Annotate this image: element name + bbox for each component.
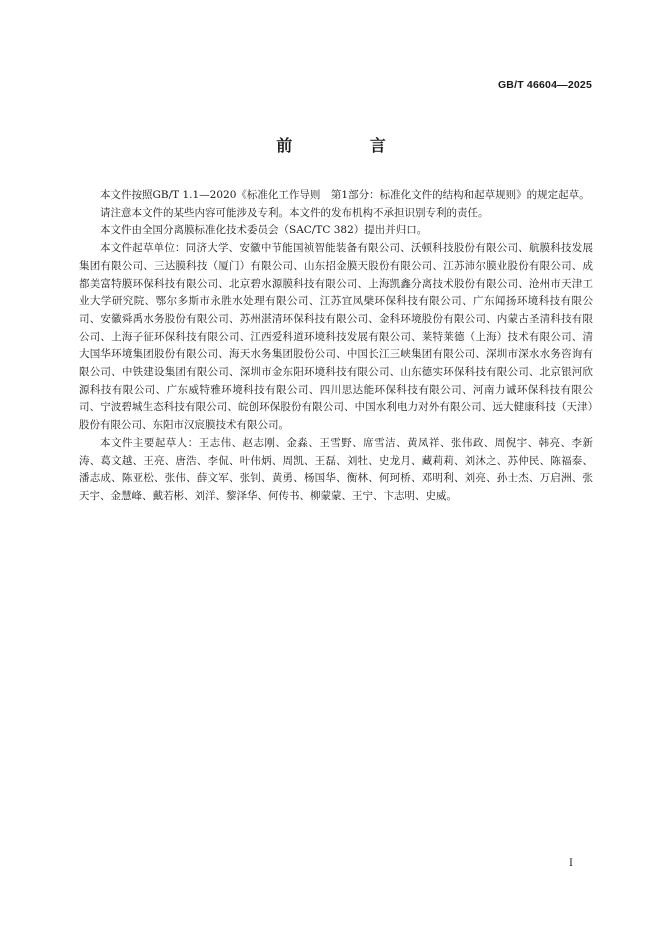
page-title: 前 言 [276, 136, 422, 155]
paragraph-proposer: 本文件由全国分离膜标准化技术委员会（SAC/TC 382）提出并归口。 [100, 224, 428, 237]
foreword-body [79, 187, 593, 506]
paragraph-main-drafters: 本文件主要起草人：王志伟、赵志刚、金淼、王雪野、席雪洁、黄凤祥、张伟政、周倪宇、韩亮、李新涛、葛文越、王亮、唐浩、李侃、叶伟炳、周凯、王磊、刘牡、史龙月、藏莉莉、刘沐之、苏仲民、陈福泰、潘志成、陈亚松、张伟、薛文军、张钊、黄勇、杨国华、衡林、何珂桥、邓明利、刘亮、孙士杰、万启洲、张天宇、金慧峰、戴若彬、刘洋、黎泽华、何传书、柳蒙蒙、王宁、卞志明、史威。 [79, 436, 593, 502]
paragraph-drafting-units: 本文件起草单位：同济大学、安徽中节能国祯智能装备有限公司、沃顿科技股份有限公司、航膜科技发展集团有限公司、三达膜科技（厦门）有限公司、山东招金膜天股份有限公司、江苏沛尔膜业股份有限公司、成都美富特膜环保科技有限公司、北京碧水源膜科技有限公司、上海凯鑫分离技术股份有限公司、沧州市天津工业大学研究院、鄂尔多斯市永胜水处理有限公司、江苏宜凤檗环保科技有限公司、广东闻扬环境科技有限公司、安徽舜禹水务股份有限公司、苏州湛清环保科技有限公司、金科环境股份有限公司、内蒙古圣清科技有限公司、上海子征环保科技有限公司、江西爱科道环境科技发展有限公司、莱特莱德（上海）技术有限公司、清大国华环境集团股份有限公司、海天水务集团股份公司、中国长江三峡集团有限公司、深圳市深水水务咨询有限公司、中铁建设集团有限公司、深圳市金东阳环境科技有限公司、山东德实环保科技有限公司、北京银河欣源科技有限公司、广东威特雅环境科技有限公司、四川思达能环保科技有限公司、河南力诚环保科技有限公司、宁波碧城生态科技有限公司、皖创环保股份有限公司、中国水利电力对外有限公司、远大健康科技（天津）股份有限公司、东阳市汉宸膜技术有限公司。 [79, 242, 593, 432]
paragraph-patent-notice: 请注意本文件的某些内容可能涉及专利。本文件的发布机构不承担识别专利的责任。 [100, 206, 489, 219]
paragraph-drafting-rules: 本文件按照GB/T 1.1—2020《标准化工作导则 第1部分：标准化文件的结构和起草规则》的规定起草。 [100, 189, 590, 201]
standard-number: GB/T 46604—2025 [497, 79, 592, 91]
page-number: I [569, 858, 573, 869]
